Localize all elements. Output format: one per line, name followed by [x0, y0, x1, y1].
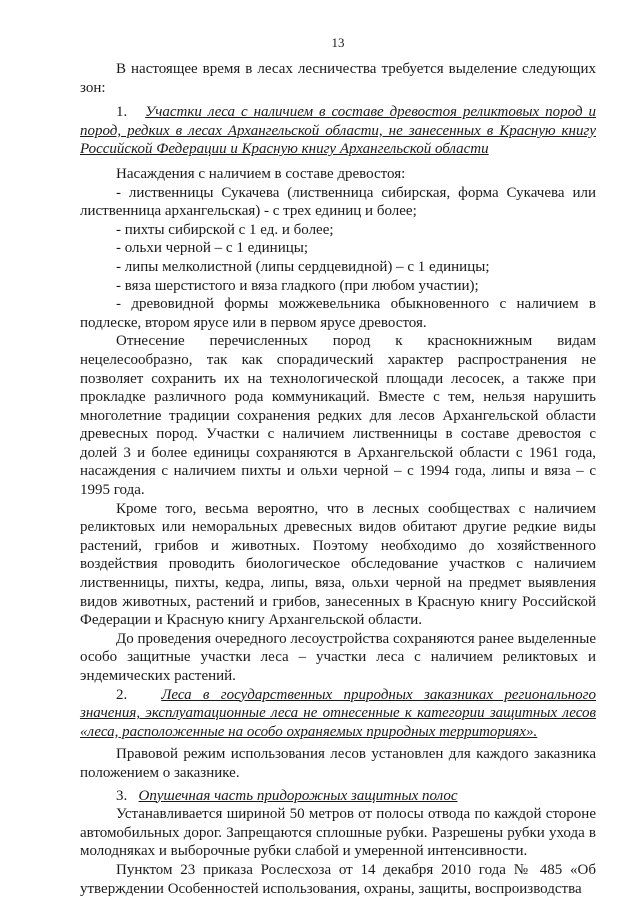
- heading-3: [80, 787, 596, 806]
- heading-1: [80, 103, 596, 159]
- heading-2-text: Леса в государственных природных заказниках регионального значения, эксплуатационные леса не отнесенные к категории защитных лесов «леса, расположенные на особо охраняемых природных территориях».: [80, 686, 597, 740]
- heading-1-number: 1.: [116, 104, 128, 121]
- paragraph-5: Правовой режим использования лесов установлен для каждого заказника положением о заказнике.: [80, 746, 596, 781]
- page-number: 13: [331, 35, 345, 50]
- heading-2-number: 2.: [116, 686, 128, 703]
- paragraph-lead: Насаждения с наличием в составе древостоя:: [116, 165, 406, 182]
- paragraph-3: Кроме того, весьма вероятно, что в лесных сообществах с наличием реликтовых или неморальных древесных видов обитают другие редкие виды растений, грибов и животных. Поэтому необходимо до хозяйственного воздействия проводить биологическое обследование участков с наличием лиственницы, пихты, кедра, липы, вяза, ольхи черной на предмет выявления видов животных, растений и грибов, занесенных в Красную книгу Российской Федерации и Красную книгу Архангельской области.: [80, 500, 596, 629]
- list-item: - древовидной формы можжевельника обыкновенного с наличием в подлеске, втором ярусе или в первом ярусе древостоя.: [80, 296, 596, 331]
- paragraph-intro: В настоящее время в лесах лесничества требуется выделение следующих зон:: [80, 61, 596, 96]
- list-item: - лиственницы Сукачева (лиственница сибирская, форма Сукачева или лиственница архангельская) - с трех единиц и более;: [80, 184, 596, 220]
- paragraph-2: Отнесение перечисленных пород к краснокнижным видам нецелесообразно, так как спорадический характер распространения не позволяет сохранить их на технологической площади лесосек, а также при прокладке различного рода коммуникаций. Вместе с тем, нельзя нарушить многолетние традиции сохранения редких для лесов Архангельской области древесных пород. Участки с наличием лиственницы в составе древостоя с долей 3 и более единицы сохраняются в Архангельской области с 1961 года, насаждения с наличием пихты и ольхи черной – с 1994 года, липы и вяза – с 1995 года.: [80, 333, 596, 499]
- heading-1-text: Участки леса с наличием в составе древостоя реликтовых пород и пород, редких в лесах Архангельской области, не занесенных в Красную книгу Российской Федерации и Красную книгу Архангельской области: [80, 104, 596, 158]
- list-item: - вяза шерстистого и вяза гладкого (при любом участии);: [116, 277, 479, 294]
- list-item: - пихты сибирской с 1 ед. и более;: [116, 221, 334, 238]
- heading-3-text: Опушечная часть придорожных защитных полос: [138, 787, 458, 804]
- paragraph-7: Пунктом 23 приказа Рослесхоза от 14 декабря 2010 года № 485 «Об утверждении Особенностей использования, охраны, защиты, воспроизводства: [80, 861, 596, 897]
- heading-3-number: 3.: [116, 787, 128, 804]
- document-body: [80, 60, 596, 898]
- list-item: - ольхи черной – с 1 единицы;: [116, 240, 309, 257]
- list-item: - липы мелколистной (липы сердцевидной) – с 1 единицы;: [116, 258, 490, 275]
- heading-2: [80, 686, 596, 742]
- paragraph-6: Устанавливается шириной 50 метров от полосы отвода по каждой стороне автомобильных дорог. Запрещаются сплошные рубки. Разрешены рубки ухода в молодняках и выборочные рубки слабой и умеренной интенсивности.: [80, 806, 596, 860]
- paragraph-4: До проведения очередного лесоустройства сохраняются ранее выделенные особо защитные участки леса – участки леса с наличием реликтовых и эндемических растений.: [80, 630, 597, 684]
